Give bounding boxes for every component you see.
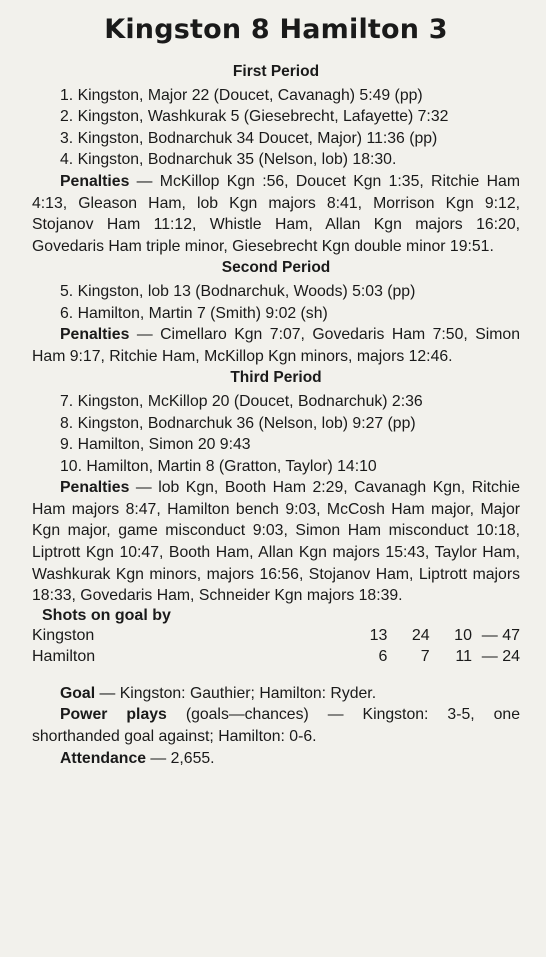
shots-total: — 47	[481, 626, 520, 644]
power-plays-text: (goals—chances) — Kingston: 3-5, one shorthanded goal against; Hamilton: 0-6.	[32, 706, 520, 746]
shots-period-3: 11	[455, 647, 472, 665]
shots-total: — 24	[481, 647, 520, 665]
shots-period-3: 10	[454, 626, 472, 644]
goal-text: 1. Kingston, Major 22 (Doucet, Cavanagh) 5:49 (pp)	[60, 86, 423, 104]
goal-text: 10. Hamilton, Martin 8 (Gratton, Taylor) 14:10	[60, 457, 377, 475]
shots-on-goal	[32, 607, 520, 667]
shots-team: Hamilton	[32, 647, 96, 665]
goal-5	[32, 281, 520, 303]
goal-text: 4. Kingston, Bodnarchuk 35 (Nelson, lob) 18:30.	[60, 151, 397, 169]
goalies-line	[32, 683, 520, 705]
goal-4	[32, 149, 520, 171]
shots-row-hamilton	[32, 646, 520, 667]
shots-row-kingston	[32, 625, 520, 646]
goal-6	[32, 303, 520, 325]
goalies-text: — Kingston: Gauthier; Hamilton: Ryder.	[95, 684, 377, 702]
goal-text: 2. Kingston, Washkurak 5 (Giesebrecht, Lafayette) 7:32	[60, 108, 449, 126]
shots-period-1: 6	[378, 647, 388, 665]
shots-period-2: 7	[420, 647, 430, 665]
attendance-text: — 2,655.	[146, 749, 215, 767]
goal-1	[32, 85, 520, 107]
period-title-third: Third Period	[230, 369, 322, 387]
power-plays-label: Power plays	[60, 706, 167, 724]
shots-period-1: 13	[369, 626, 388, 644]
penalties-first-period	[32, 171, 520, 257]
penalties-text: — Cimellaro Kgn 7:07, Govedaris Ham 7:50, Simon Ham 9:17, Ritchie Ham, McKillop Kgn minors, majors 12:46.	[32, 326, 520, 365]
goal-text: 9. Hamilton, Simon 20 9:43	[60, 436, 251, 454]
scoring-summary	[32, 61, 520, 607]
period-title-second: Second Period	[221, 259, 331, 277]
penalties-label: Penalties	[60, 326, 130, 344]
attendance-line	[32, 748, 520, 770]
goal-text: 6. Hamilton, Martin 7 (Smith) 9:02 (sh)	[60, 304, 328, 322]
power-plays-line	[32, 704, 520, 747]
goal-9	[32, 434, 520, 456]
goal-3	[32, 128, 520, 150]
shots-team: Kingston	[32, 626, 95, 644]
penalties-third-period	[32, 477, 520, 607]
penalties-second-period	[32, 324, 520, 367]
goal-text: 7. Kingston, McKillop 20 (Doucet, Bodnarchuk) 2:36	[60, 392, 423, 410]
attendance-label: Attendance	[60, 749, 147, 767]
game-summary	[32, 683, 520, 769]
penalties-label: Penalties	[60, 479, 130, 497]
goal-7	[32, 391, 520, 413]
penalties-text: — lob Kgn, Booth Ham 2:29, Cavanagh Kgn, Ritchie Ham majors 8:47, Hamilton bench 9:03, McCosh Ham major, Major Kgn major, game misconduct 9:03, Simon Ham misconduct 10:18, Liptrott Kgn 10:47, Booth Ham, Allan Kgn majors 15:43, Taylor Ham, Washkurak Kgn minors, majors 16:56, Stojanov Ham, Liptrott majors 18:33, Govedaris Ham, Schneider Kgn majors 18:39.	[32, 479, 520, 605]
shots-period-2: 24	[411, 626, 430, 644]
period-title-first: First Period	[232, 63, 320, 80]
goal-10	[32, 456, 520, 478]
goal-8	[32, 413, 520, 435]
goal-text: 3. Kingston, Bodnarchuk 34 Doucet, Major) 11:36 (pp)	[60, 129, 438, 147]
penalties-label: Penalties	[60, 172, 130, 190]
goal-label: Goal	[60, 684, 96, 702]
headline: Kingston 8 Hamilton 3	[104, 14, 448, 45]
goal-2	[32, 106, 520, 128]
shots-title: Shots on goal by	[42, 606, 171, 624]
penalties-text: — McKillop Kgn :56, Doucet Kgn 1:35, Ritchie Ham 4:13, Gleason Ham, lob Kgn majors 8:41, Morrison Kgn 9:12, Stojanov Ham 11:12, Whistle Ham, Allan Kgn majors 16:20, Govedaris Ham triple minor, Giesebrecht Kgn double minor 19:51.	[32, 172, 520, 255]
goal-text: 5. Kingston, lob 13 (Bodnarchuk, Woods) 5:03 (pp)	[60, 282, 416, 300]
goal-text: 8. Kingston, Bodnarchuk 36 (Nelson, lob) 9:27 (pp)	[60, 414, 416, 432]
